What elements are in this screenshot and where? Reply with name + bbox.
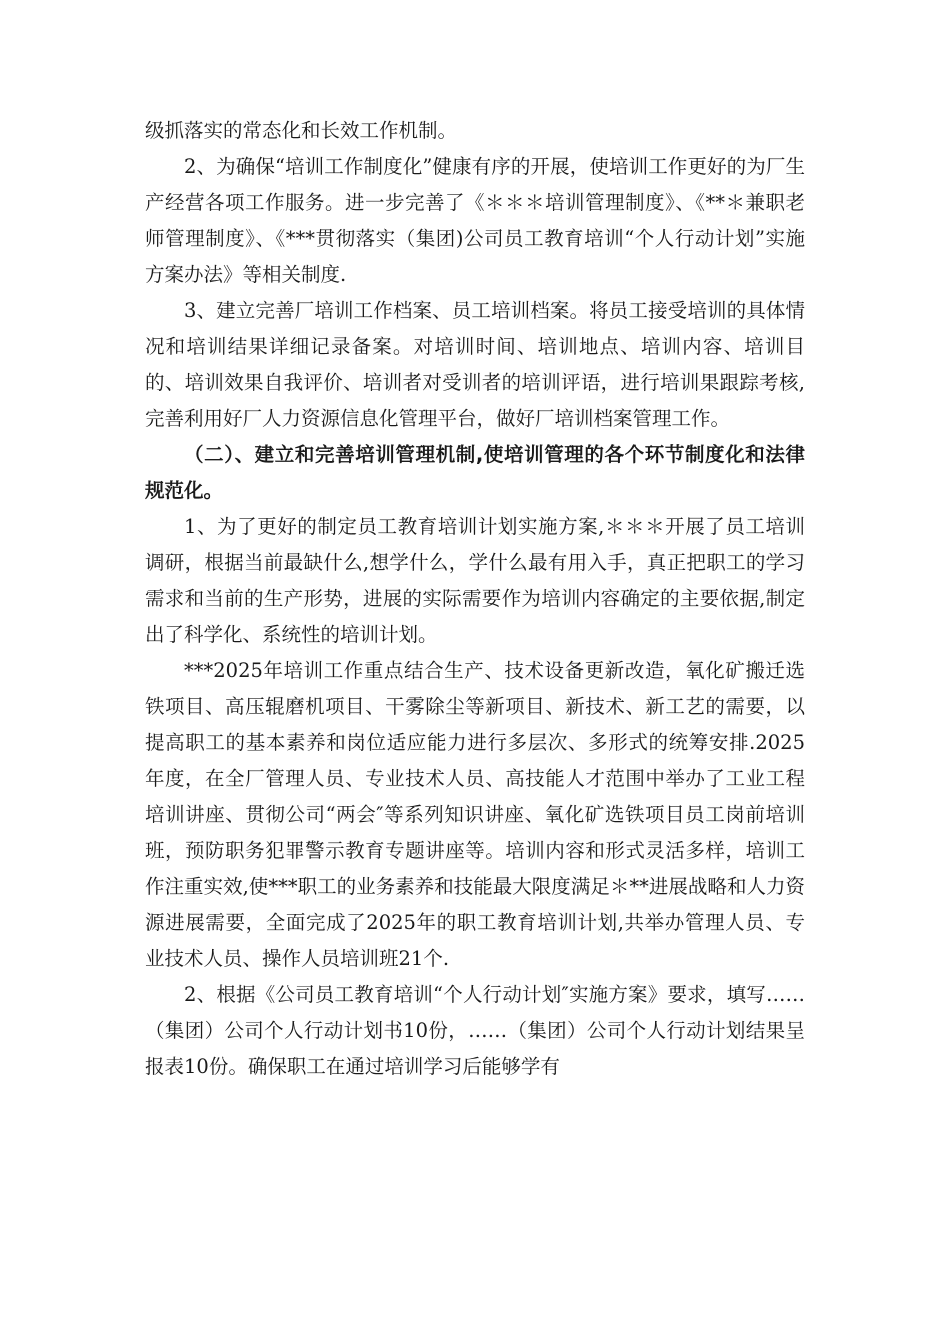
paragraph-item-1-plan: 1、为了更好的制定员工教育培训计划实施方案,＊＊＊开展了员工培训调研，根据当前最缺什么,想学什么，学什么最有用入手，真正把职工的学习需求和当前的生产形势，进展的实际需要作为培训内容确定的主要依据,制定出了科学化、系统性的培训计划。 <box>145 515 805 646</box>
paragraph-2025-training: ***2025年培训工作重点结合生产、技术设备更新改造，氧化矿搬迁选铁项目、高压辊磨机项目、干雾除尘等新项目、新技术、新工艺的需要，以提高职工的基本素养和岗位适应能力进行多层次、多形式的统筹安排.2025年度，在全厂管理人员、专业技术人员、高技能人才范围中举办了工业工程培训讲座、贯彻公司“两会″等系列知识讲座、氧化矿选铁项目员工岗前培训班，预防职务犯罪警示教育专题讲座等。培训内容和形式灵活多样，培训工作注重实效,使***职工的业务素养和技能最大限度满足＊**进展战略和人力资源进展需要，全面完成了2025年的职工教育培训计划,共举办管理人员、专业技术人员、操作人员培训班21个. <box>145 659 805 970</box>
section-heading-2: （二）、建立和完善培训管理机制,使培训管理的各个环节制度化和法律规范化。 <box>145 443 805 502</box>
document-body <box>145 113 805 1085</box>
paragraph-item-2-action-plan: 2、根据《公司员工教育培训“个人行动计划″实施方案》要求，填写……（集团）公司个人行动计划书10份，……（集团）公司个人行动计划结果呈报表10份。确保职工在通过培训学习后能够学有 <box>145 983 805 1078</box>
paragraph-item-2-regulations: 2、为确保“培训工作制度化”健康有序的开展，使培训工作更好的为厂生产经营各项工作服务。进一步完善了《＊＊＊培训管理制度》、《**＊兼职老师管理制度》、《***贯彻落实（集团)公司员工教育培训“个人行动计划”实施方案办法》等相关制度. <box>145 155 805 286</box>
paragraph-item-3-archives: 3、建立完善厂培训工作档案、员工培训档案。将员工接受培训的具体情况和培训结果详细记录备案。对培训时间、培训地点、培训内容、培训目的、培训效果自我评价、培训者对受训者的培训评语，进行培训果跟踪考核,完善利用好厂人力资源信息化管理平台，做好厂培训档案管理工作。 <box>145 299 805 430</box>
paragraph-continuation: 级抓落实的常态化和长效工作机制。 <box>145 119 458 142</box>
